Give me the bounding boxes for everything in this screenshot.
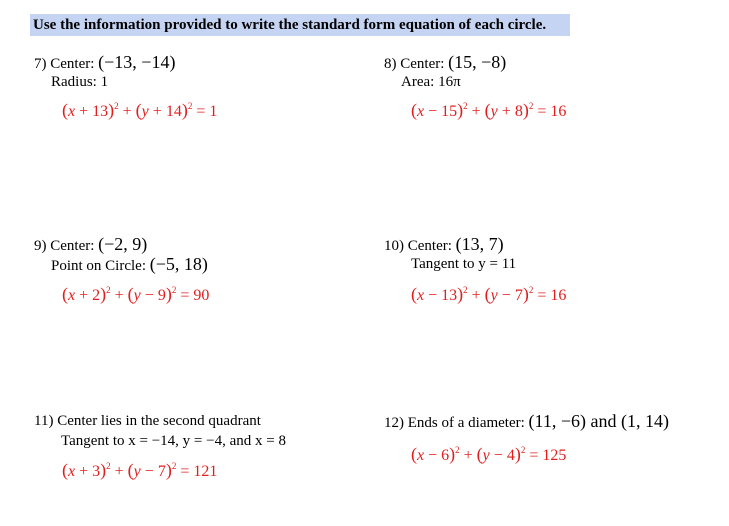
problem-9 [34, 234, 208, 274]
problem-number: 9) [34, 238, 47, 254]
answer-equation: $(x + 3)^2 + (y - 7)^2 = 121$ [62, 460, 218, 480]
center-label: Center: [407, 238, 452, 254]
area-value: 16π [438, 74, 461, 90]
instructions-heading: Use the information provided to write the standard form equation of each circle. [30, 14, 570, 36]
tangent-value: x = −14, y = −4, and x = 8 [128, 433, 286, 449]
problem-number: 11) [34, 413, 54, 429]
problem-10 [384, 234, 516, 274]
problem-number: 10) [384, 238, 404, 254]
problem-7 [34, 52, 175, 92]
diameter-label: Ends of a diameter: [407, 415, 525, 431]
center-value: (−13, −14) [98, 52, 176, 72]
center-label: Center: [50, 238, 95, 254]
answer-equation: $(x - 13)^2 + (y - 7)^2 = 16$ [411, 284, 567, 304]
tangent-label: Tangent to [61, 433, 125, 449]
problem-11 [34, 411, 286, 451]
answer-equation: $(x + 13)^2 + (y + 14)^2 = 1$ [62, 100, 218, 120]
problem-number: 7) [34, 56, 47, 72]
quadrant-condition: Center lies in the second quadrant [57, 413, 261, 429]
center-value: (−2, 9) [98, 234, 148, 254]
problem-number: 8) [384, 56, 397, 72]
radius-value: 1 [100, 74, 109, 90]
area-label: Area: [401, 74, 435, 90]
center-label: Center: [400, 56, 445, 72]
answer-equation: $(x + 2)^2 + (y - 9)^2 = 90$ [62, 284, 210, 304]
center-value: (15, −8) [448, 52, 507, 72]
answer-equation: $(x - 6)^2 + (y - 4)^2 = 125$ [411, 444, 567, 464]
point-on-circle-label: Point on Circle: [51, 258, 146, 274]
center-value: (13, 7) [455, 234, 504, 254]
point-on-circle-value: (−5, 18) [149, 254, 208, 274]
radius-label: Radius: [51, 74, 97, 90]
tangent-label: Tangent to [411, 256, 475, 272]
problem-8 [384, 52, 506, 92]
answer-equation: $(x - 15)^2 + (y + 8)^2 = 16$ [411, 100, 567, 120]
diameter-value: (11, −6) and (1, 14) [528, 411, 669, 431]
center-label: Center: [50, 56, 95, 72]
problem-number: 12) [384, 415, 404, 431]
problem-12 [384, 411, 669, 431]
tangent-value: y = 11 [478, 256, 517, 272]
